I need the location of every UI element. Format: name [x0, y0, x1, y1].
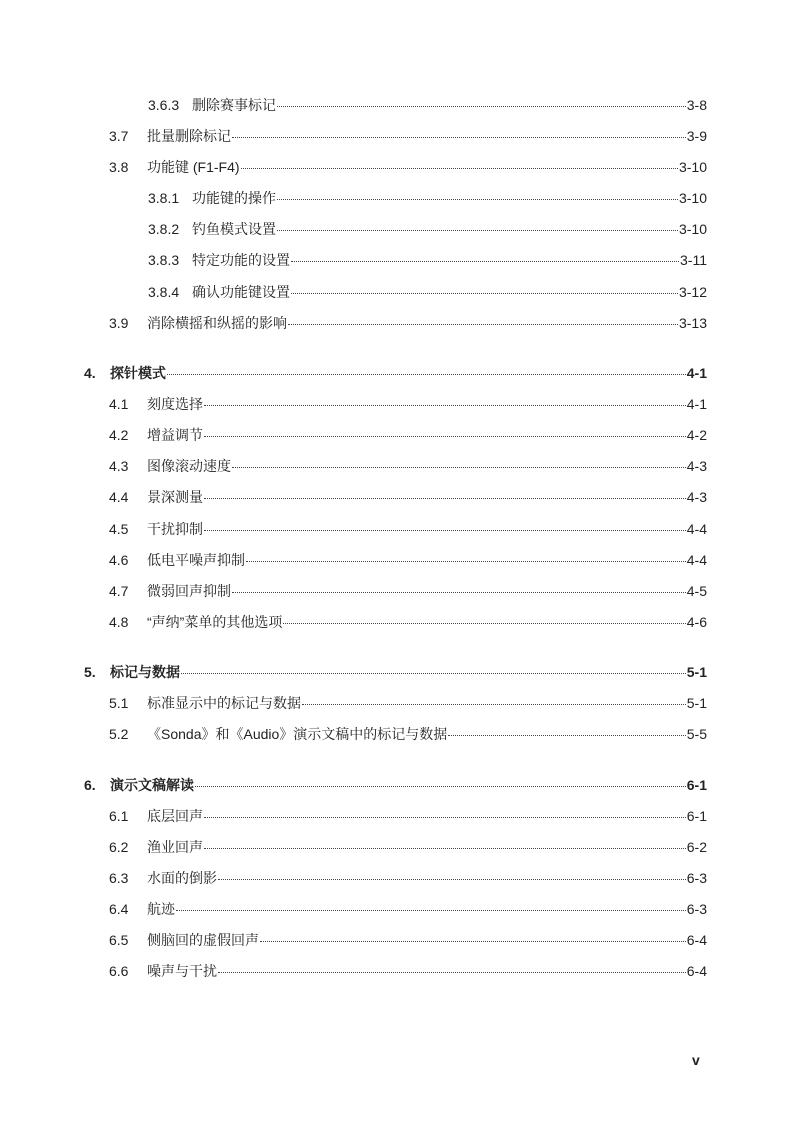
toc-dot-leader: [448, 735, 685, 736]
toc-entry[interactable]: [109, 805, 707, 827]
toc-entry-number: 4.3: [109, 458, 129, 474]
toc-entry-title: 渔业回声: [147, 839, 203, 855]
toc-entry-page: 5-1: [686, 695, 707, 711]
toc-entry-title: 功能键 (F1-F4): [147, 159, 240, 175]
toc-entry[interactable]: [109, 960, 707, 982]
toc-dot-leader: [204, 436, 686, 437]
toc-entry[interactable]: [148, 218, 707, 240]
toc-entry-number: 6.2: [109, 839, 129, 855]
toc-dot-leader: [204, 848, 686, 849]
toc-entry-number: 6.4: [109, 901, 129, 917]
toc-entry-number: 5.2: [109, 726, 129, 742]
toc-entry-page: 3-9: [686, 128, 707, 144]
toc-entry[interactable]: [109, 549, 707, 571]
toc-entry-number: 4.5: [109, 521, 129, 537]
toc-entry-title: 消除横摇和纵摇的影响: [147, 315, 287, 331]
toc-entry[interactable]: [148, 281, 707, 303]
toc-entry-title: 确认功能键设置: [192, 284, 290, 300]
toc-entry-title: 侧脑回的虚假回声: [147, 932, 259, 948]
toc-entry-title: 删除赛事标记: [192, 97, 276, 113]
toc-entry[interactable]: [84, 661, 707, 683]
toc-entry-title: 标记与数据: [110, 664, 180, 680]
toc-entry-page: 5-5: [686, 726, 707, 742]
toc-entry[interactable]: [109, 156, 707, 178]
toc-entry-number: 3.8.4: [148, 284, 180, 300]
toc-entry-page: 4-4: [686, 521, 707, 537]
toc-entry[interactable]: [109, 611, 707, 633]
toc-dot-leader: [277, 199, 678, 200]
toc-entry-number: 6.1: [109, 808, 129, 824]
toc-entry[interactable]: [109, 518, 707, 540]
toc-entry-title: 功能键的操作: [192, 190, 276, 206]
toc-entry-title: 《Sonda》和《Audio》演示文稿中的标记与数据: [147, 726, 448, 742]
toc-entry-title: 标准显示中的标记与数据: [147, 695, 301, 711]
toc-entry-number: 4.4: [109, 489, 129, 505]
toc-entry-page: 4-5: [686, 583, 707, 599]
toc-entry-title: “声纳”菜单的其他选项: [147, 614, 283, 630]
toc-entry-number: 3.8.3: [148, 252, 180, 268]
toc-entry[interactable]: [109, 898, 707, 920]
toc-entry-page: 4-1: [686, 365, 707, 381]
toc-dot-leader: [277, 230, 678, 231]
toc-entry-title: 刻度选择: [147, 396, 203, 412]
toc-entry-title: 低电平噪声抑制: [147, 552, 245, 568]
toc-dot-leader: [204, 817, 686, 818]
toc-entry-number: 6.: [84, 777, 96, 793]
toc-entry[interactable]: [109, 929, 707, 951]
toc-entry-title: 批量删除标记: [147, 128, 231, 144]
toc-entry-title: 航迹: [147, 901, 175, 917]
toc-entry-number: 3.9: [109, 315, 129, 331]
toc-dot-leader: [288, 324, 678, 325]
toc-entry-number: 5.1: [109, 695, 129, 711]
toc-entry[interactable]: [109, 312, 707, 334]
toc-entry-number: 6.6: [109, 963, 129, 979]
toc-dot-leader: [204, 530, 686, 531]
toc-entry-page: 3-11: [680, 252, 707, 268]
toc-entry-page: 3-10: [678, 221, 707, 237]
toc-dot-leader: [291, 261, 679, 262]
toc-entry-title: 增益调节: [147, 427, 203, 443]
toc-dot-leader: [232, 137, 686, 138]
toc-dot-leader: [260, 941, 686, 942]
toc-entry-page: 4-4: [686, 552, 707, 568]
toc-entry-page: 4-3: [686, 458, 707, 474]
page-number: v: [692, 1052, 700, 1068]
toc-entry-title: 底层回声: [147, 808, 203, 824]
toc-entry-page: 6-3: [686, 870, 707, 886]
toc-entry-title: 演示文稿解读: [110, 777, 194, 793]
toc-entry-page: 4-3: [686, 489, 707, 505]
toc-entry-number: 5.: [84, 664, 96, 680]
toc-entry-title: 探针模式: [110, 365, 166, 381]
toc-dot-leader: [195, 786, 686, 787]
toc-dot-leader: [176, 910, 686, 911]
toc-entry-number: 3.8.2: [148, 221, 180, 237]
toc-dot-leader: [241, 168, 678, 169]
toc-dot-leader: [246, 561, 686, 562]
toc-entry-number: 3.8.1: [148, 190, 180, 206]
toc-entry-page: 3-10: [678, 159, 707, 175]
toc-entry-page: 3-10: [678, 190, 707, 206]
toc-entry[interactable]: [109, 393, 707, 415]
toc-entry[interactable]: [109, 125, 707, 147]
toc-entry-page: 6-1: [686, 777, 707, 793]
toc-entry-number: 6.3: [109, 870, 129, 886]
toc-entry-title: 干扰抑制: [147, 521, 203, 537]
toc-entry-page: 4-2: [686, 427, 707, 443]
toc-entry-number: 6.5: [109, 932, 129, 948]
toc-entry[interactable]: [148, 187, 707, 209]
toc-dot-leader: [181, 673, 686, 674]
toc-entry-page: 6-4: [686, 932, 707, 948]
toc-entry-number: 4.8: [109, 614, 129, 630]
toc-dot-leader: [232, 467, 686, 468]
toc-entry-page: 6-3: [686, 901, 707, 917]
toc-dot-leader: [167, 374, 686, 375]
toc-entry-page: 6-1: [686, 808, 707, 824]
toc-entry-number: 4.1: [109, 396, 129, 412]
toc-entry-page: 4-6: [686, 614, 707, 630]
toc-entry[interactable]: [84, 362, 707, 384]
toc-entry-number: 4.2: [109, 427, 129, 443]
toc-entry-title: 水面的倒影: [147, 870, 217, 886]
toc-entry-title: 钓鱼模式设置: [192, 221, 276, 237]
toc-entry-number: 4.6: [109, 552, 129, 568]
toc-dot-leader: [277, 106, 686, 107]
toc-entry-number: 4.: [84, 365, 96, 381]
toc-entry-page: 6-4: [686, 963, 707, 979]
toc-entry[interactable]: [148, 249, 707, 271]
toc-entry-page: 3-12: [678, 284, 707, 300]
toc-entry[interactable]: [84, 774, 707, 796]
toc-entry-title: 噪声与干扰: [147, 963, 217, 979]
toc-entry-title: 特定功能的设置: [192, 252, 290, 268]
toc-entry-page: 3-13: [678, 315, 707, 331]
toc-entry[interactable]: [109, 424, 707, 446]
toc-entry[interactable]: [109, 580, 707, 602]
toc-dot-leader: [204, 498, 686, 499]
toc-dot-leader: [302, 704, 686, 705]
toc-dot-leader: [218, 879, 686, 880]
toc-entry[interactable]: [109, 455, 707, 477]
toc-entry-page: 3-8: [686, 97, 707, 113]
toc-entry[interactable]: [148, 94, 707, 116]
toc-entry-page: 6-2: [686, 839, 707, 855]
toc-entry-title: 微弱回声抑制: [147, 583, 231, 599]
toc-entry-number: 3.8: [109, 159, 129, 175]
toc-dot-leader: [291, 293, 678, 294]
toc-entry-number: 3.7: [109, 128, 129, 144]
toc-entry[interactable]: [109, 723, 707, 745]
toc-entry[interactable]: [109, 867, 707, 889]
toc-entry-page: 4-1: [686, 396, 707, 412]
toc-entry[interactable]: [109, 486, 707, 508]
toc-entry-number: 3.6.3: [148, 97, 180, 113]
toc-dot-leader: [218, 972, 686, 973]
toc-entry[interactable]: [109, 836, 707, 858]
toc-dot-leader: [232, 592, 686, 593]
toc-dot-leader: [283, 623, 685, 624]
toc-entry-number: 4.7: [109, 583, 129, 599]
toc-entry-title: 景深测量: [147, 489, 203, 505]
toc-entry-page: 5-1: [686, 664, 707, 680]
toc-dot-leader: [204, 405, 686, 406]
toc-entry[interactable]: [109, 692, 707, 714]
toc-entry-title: 图像滚动速度: [147, 458, 231, 474]
